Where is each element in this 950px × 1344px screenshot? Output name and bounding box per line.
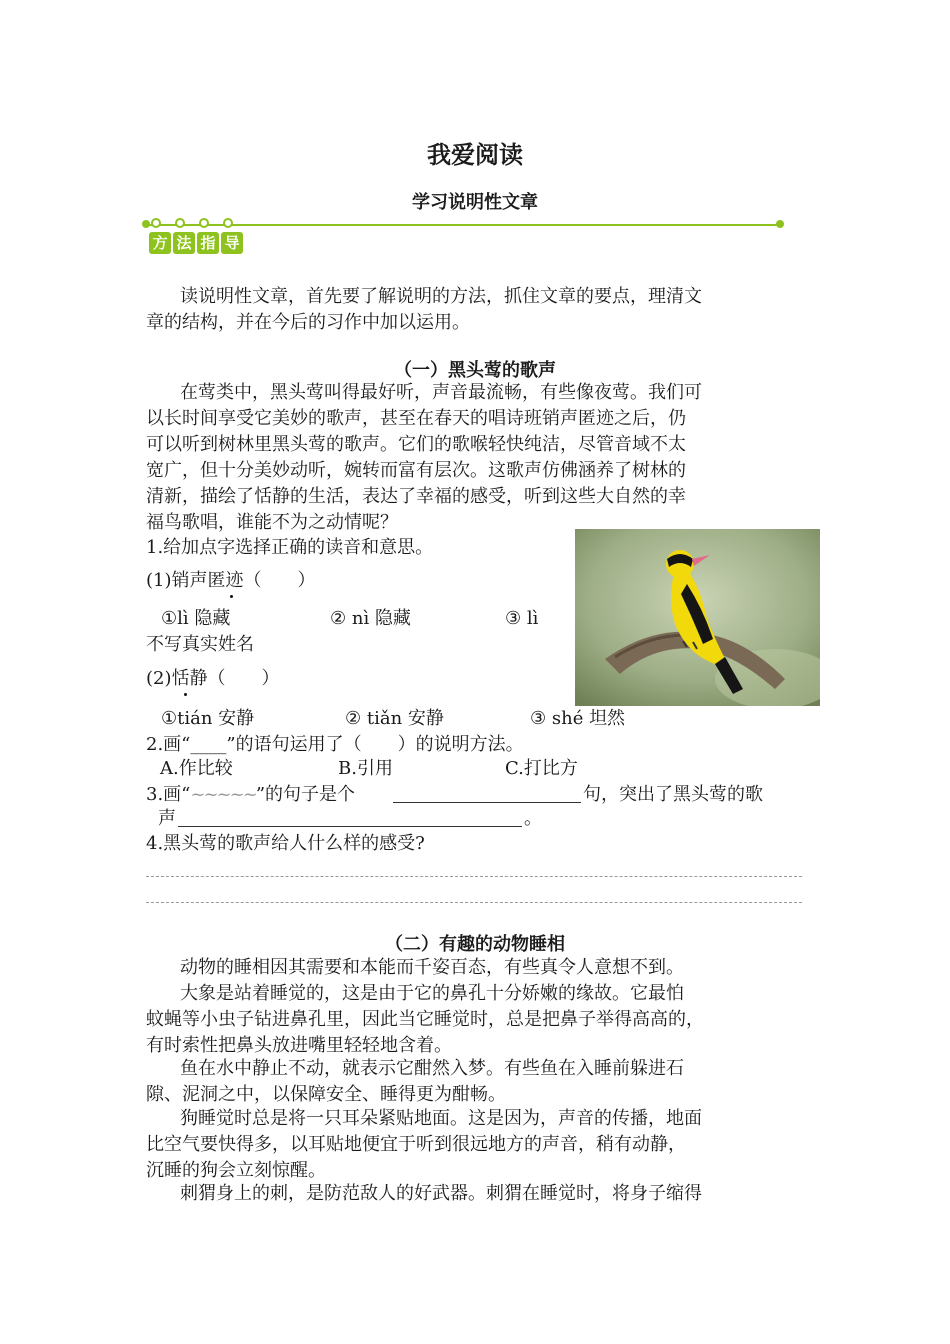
passage-line: 比空气要快得多，以耳贴地便宜于听到很远地方的声音，稍有动静，	[146, 1134, 686, 1155]
intro-line: 读说明性文章，首先要了解说明的方法，抓住文章的要点，理清文	[180, 286, 702, 307]
passage-line: 隙、泥洞之中，以保障安全、睡得更为酣畅。	[146, 1084, 506, 1105]
option: ①tián 安静	[161, 708, 255, 729]
passage-line: 宽广，但十分美妙动听，婉转而富有层次。这歌声仿佛涵养了树林的	[146, 460, 686, 481]
badge-char: 法	[173, 232, 195, 254]
option: ③ shé 坦然	[530, 708, 626, 729]
badge-char: 导	[221, 232, 243, 254]
emphasis-dot	[184, 693, 187, 696]
option: B.引用	[338, 758, 393, 779]
divider-dot-right	[776, 220, 784, 228]
method-guide-badge	[149, 232, 243, 254]
bird-photo	[575, 529, 820, 706]
option: ② tiǎn 安静	[345, 708, 444, 729]
q3-text: 3.画“	[146, 784, 191, 805]
section2-heading: （二）有趣的动物睡相	[385, 934, 565, 955]
passage-line: 可以听到树林里黑头莺的歌声。它们的歌喉轻快纯洁，尽管音域不太	[146, 434, 686, 455]
q3-text: 句，突出了黑头莺的歌	[583, 784, 763, 805]
option-continued: 不写真实姓名	[146, 634, 254, 655]
ring-icon	[199, 218, 209, 228]
q3-text: 声	[158, 808, 176, 829]
passage-line: 福鸟歌唱，谁能不为之动情呢？	[146, 512, 398, 533]
passage-line: 大象是站着睡觉的，这是由于它的鼻孔十分娇嫩的缘故。它最怕	[180, 983, 684, 1004]
wavy-underline-sample: ~~~~~	[190, 784, 256, 805]
question-3	[146, 782, 355, 808]
passage-line: 动物的睡相因其需要和本能而千姿百态，有些真令人意想不到。	[180, 957, 684, 978]
q3-text: 。	[524, 808, 542, 829]
option: A.作比较	[160, 758, 233, 779]
passage-line: 在莺类中，黑头莺叫得最好听，声音最流畅，有些像夜莺。我们可	[180, 382, 702, 403]
intro-line: 章的结构，并在今后的习作中加以运用。	[146, 312, 470, 333]
question-1-1: (1)销声匿迹（ ）	[146, 570, 316, 591]
option: C.打比方	[505, 758, 578, 779]
passage-line: 狗睡觉时总是将一只耳朵紧贴地面。这是因为，声音的传播，地面	[180, 1108, 702, 1129]
option: ③ lì	[505, 608, 539, 629]
question-1-2: (2)恬静（ ）	[146, 668, 280, 689]
passage-line: 鱼在水中静止不动，就表示它酣然入梦。有些鱼在入睡前躲进石	[180, 1058, 684, 1079]
passage-line: 有时索性把鼻头放进嘴里轻轻地含着。	[146, 1035, 452, 1056]
q3-text: ”的句子是个	[255, 784, 356, 805]
badge-char: 方	[149, 232, 171, 254]
ring-icon	[175, 218, 185, 228]
ring-icon	[223, 218, 233, 228]
badge-char: 指	[197, 232, 219, 254]
question-1: 1.给加点字选择正确的读音和意思。	[146, 537, 434, 558]
page-title: 我爱阅读	[427, 140, 523, 169]
answer-blank[interactable]	[393, 802, 581, 803]
passage-line: 刺猬身上的刺，是防范敌人的好武器。刺猬在睡觉时，将身子缩得	[180, 1183, 702, 1204]
section1-heading: （一）黑头莺的歌声	[394, 360, 556, 381]
answer-blank[interactable]	[178, 826, 522, 827]
page-subtitle: 学习说明性文章	[412, 192, 538, 213]
passage-line: 清新，描绘了恬静的生活，表达了幸福的感受，听到这些大自然的幸	[146, 486, 686, 507]
passage-line: 以长时间享受它美妙的歌声，甚至在春天的唱诗班销声匿迹之后，仍	[146, 408, 686, 429]
option: ①lì 隐藏	[161, 608, 231, 629]
divider-dot-left	[142, 220, 150, 228]
question-4: 4.黑头莺的歌声给人什么样的感受?	[146, 833, 425, 854]
question-2: 2.画“____”的语句运用了（ ）的说明方法。	[146, 734, 524, 755]
guide-divider	[146, 224, 780, 226]
passage-line: 沉睡的狗会立刻惊醒。	[146, 1160, 326, 1181]
ring-icon	[151, 218, 161, 228]
answer-line[interactable]	[146, 876, 802, 877]
passage-line: 蚊蝇等小虫子钻进鼻孔里，因此当它睡觉时，总是把鼻子举得高高的，	[146, 1009, 704, 1030]
emphasis-dot	[230, 595, 233, 598]
option: ② nì 隐藏	[330, 608, 411, 629]
answer-line[interactable]	[146, 902, 802, 903]
